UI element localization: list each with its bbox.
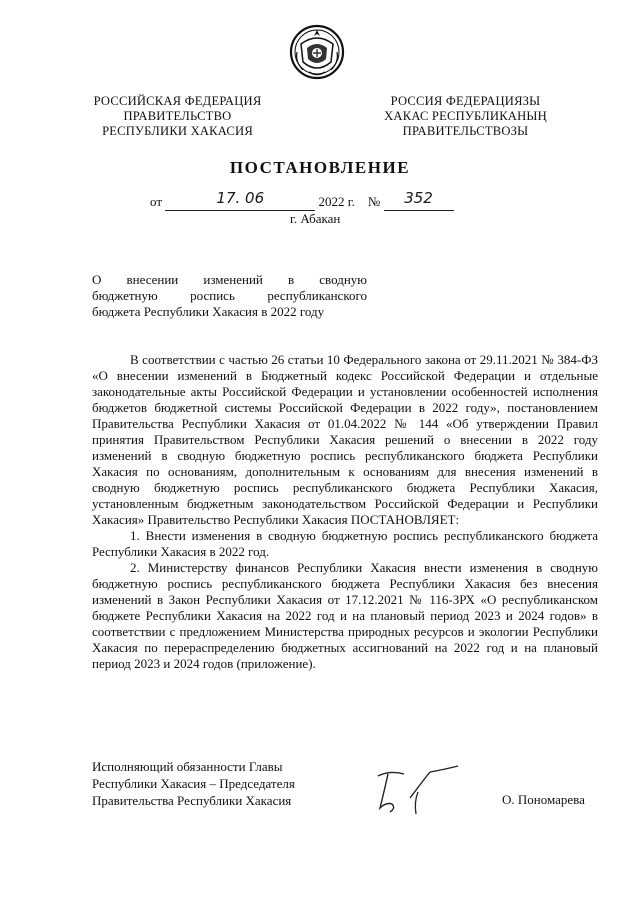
signatory-name: О. Пономарева [502,792,585,807]
header-right-line: ПРАВИТЕЛЬСТВОЗЫ [402,124,529,138]
number-sign: № [367,194,381,209]
subject-line: О внесении изменений в сводную [92,272,367,287]
header-left-line: ПРАВИТЕЛЬСТВО [123,109,232,123]
header-left-line: РОССИЙСКАЯ ФЕДЕРАЦИЯ [93,94,262,108]
subject-block [92,272,367,320]
header-right-line: ХАКАС РЕСПУБЛИКАНЫҢ [384,109,547,123]
body-paragraph: 1. Внести изменения в сводную бюджетную роспись республиканского бюджета Республики Хакасия в 2022 год. [92,528,598,559]
city-label: г. Абакан [290,211,341,226]
date-handwritten: 17. 06 [216,189,265,207]
body-paragraph: 2. Министерству финансов Республики Хакасия внести изменения в сводную бюджетную роспись республиканского бюджета Республики Хакасия без внесения изменений в Закон Республики Хакасия от 17.12.2021 № 116-ЗРХ «О республиканском бюджете Республики Хакасия на 2022 год и на плановый период 2023 и 2024 годов» в соответствии с предложением Министерства природных ресурсов и экологии Республики Хакасия по перераспределению бюджетных ассигнований на 2022 год и на плановый период 2023 и 2024 годов (приложение). [92,560,598,671]
signatory-line: Исполняющий обязанности Главы [92,759,283,774]
document-title: ПОСТАНОВЛЕНИЕ [229,158,411,177]
coat-of-arms-emblem [287,22,347,82]
signatory-line: Правительства Республики Хакасия [92,793,292,808]
header-right-line: РОССИЯ ФЕДЕРАЦИЯЗЫ [390,94,541,108]
date-prefix: от [150,194,163,209]
body-text [92,352,598,672]
signatory-position [92,758,295,809]
number-handwritten: 352 [404,189,433,207]
number-field [384,189,454,211]
header-left-line: РЕСПУБЛИКИ ХАКАСИЯ [102,124,253,138]
handwritten-signature [370,762,470,822]
signatory-line: Республики Хакасия – Председателя [92,776,295,791]
date-field [165,189,315,211]
header-right-block [368,94,563,139]
subject-line: бюджета Республики Хакасия в 2022 году [92,304,325,319]
subject-line: бюджетную роспись республиканского [92,288,367,303]
header-left-block [80,94,275,139]
date-number-line [150,189,454,211]
body-paragraph: В соответствии с частью 26 статьи 10 Федерального закона от 29.11.2021 № 384-ФЗ «О внесении изменений в Бюджетный кодекс Российской Федерации и отдельные законодательные акты Российской Федерации и установлении особенностей исполнения бюджетов бюджетной системы Российской Федерации в 2022 году», постановлением Правительства Республики Хакасия от 01.04.2022 № 144 «Об утверждении Правил принятия Правительством Республики Хакасия решений о внесении в 2022 году изменений в сводную бюджетную роспись республиканского бюджета Республики Хакасия по основаниям, дополнительным к основаниям для внесения изменений в сводную бюджетную роспись республиканского бюджета Республики Хакасия, установленным бюджетным законодательством Российской Федерации и Республики Хакасия» Правительство Республики Хакасия ПОСТАНОВЛЯЕТ: [92,352,598,527]
year-label: 2022 г. [318,194,355,209]
